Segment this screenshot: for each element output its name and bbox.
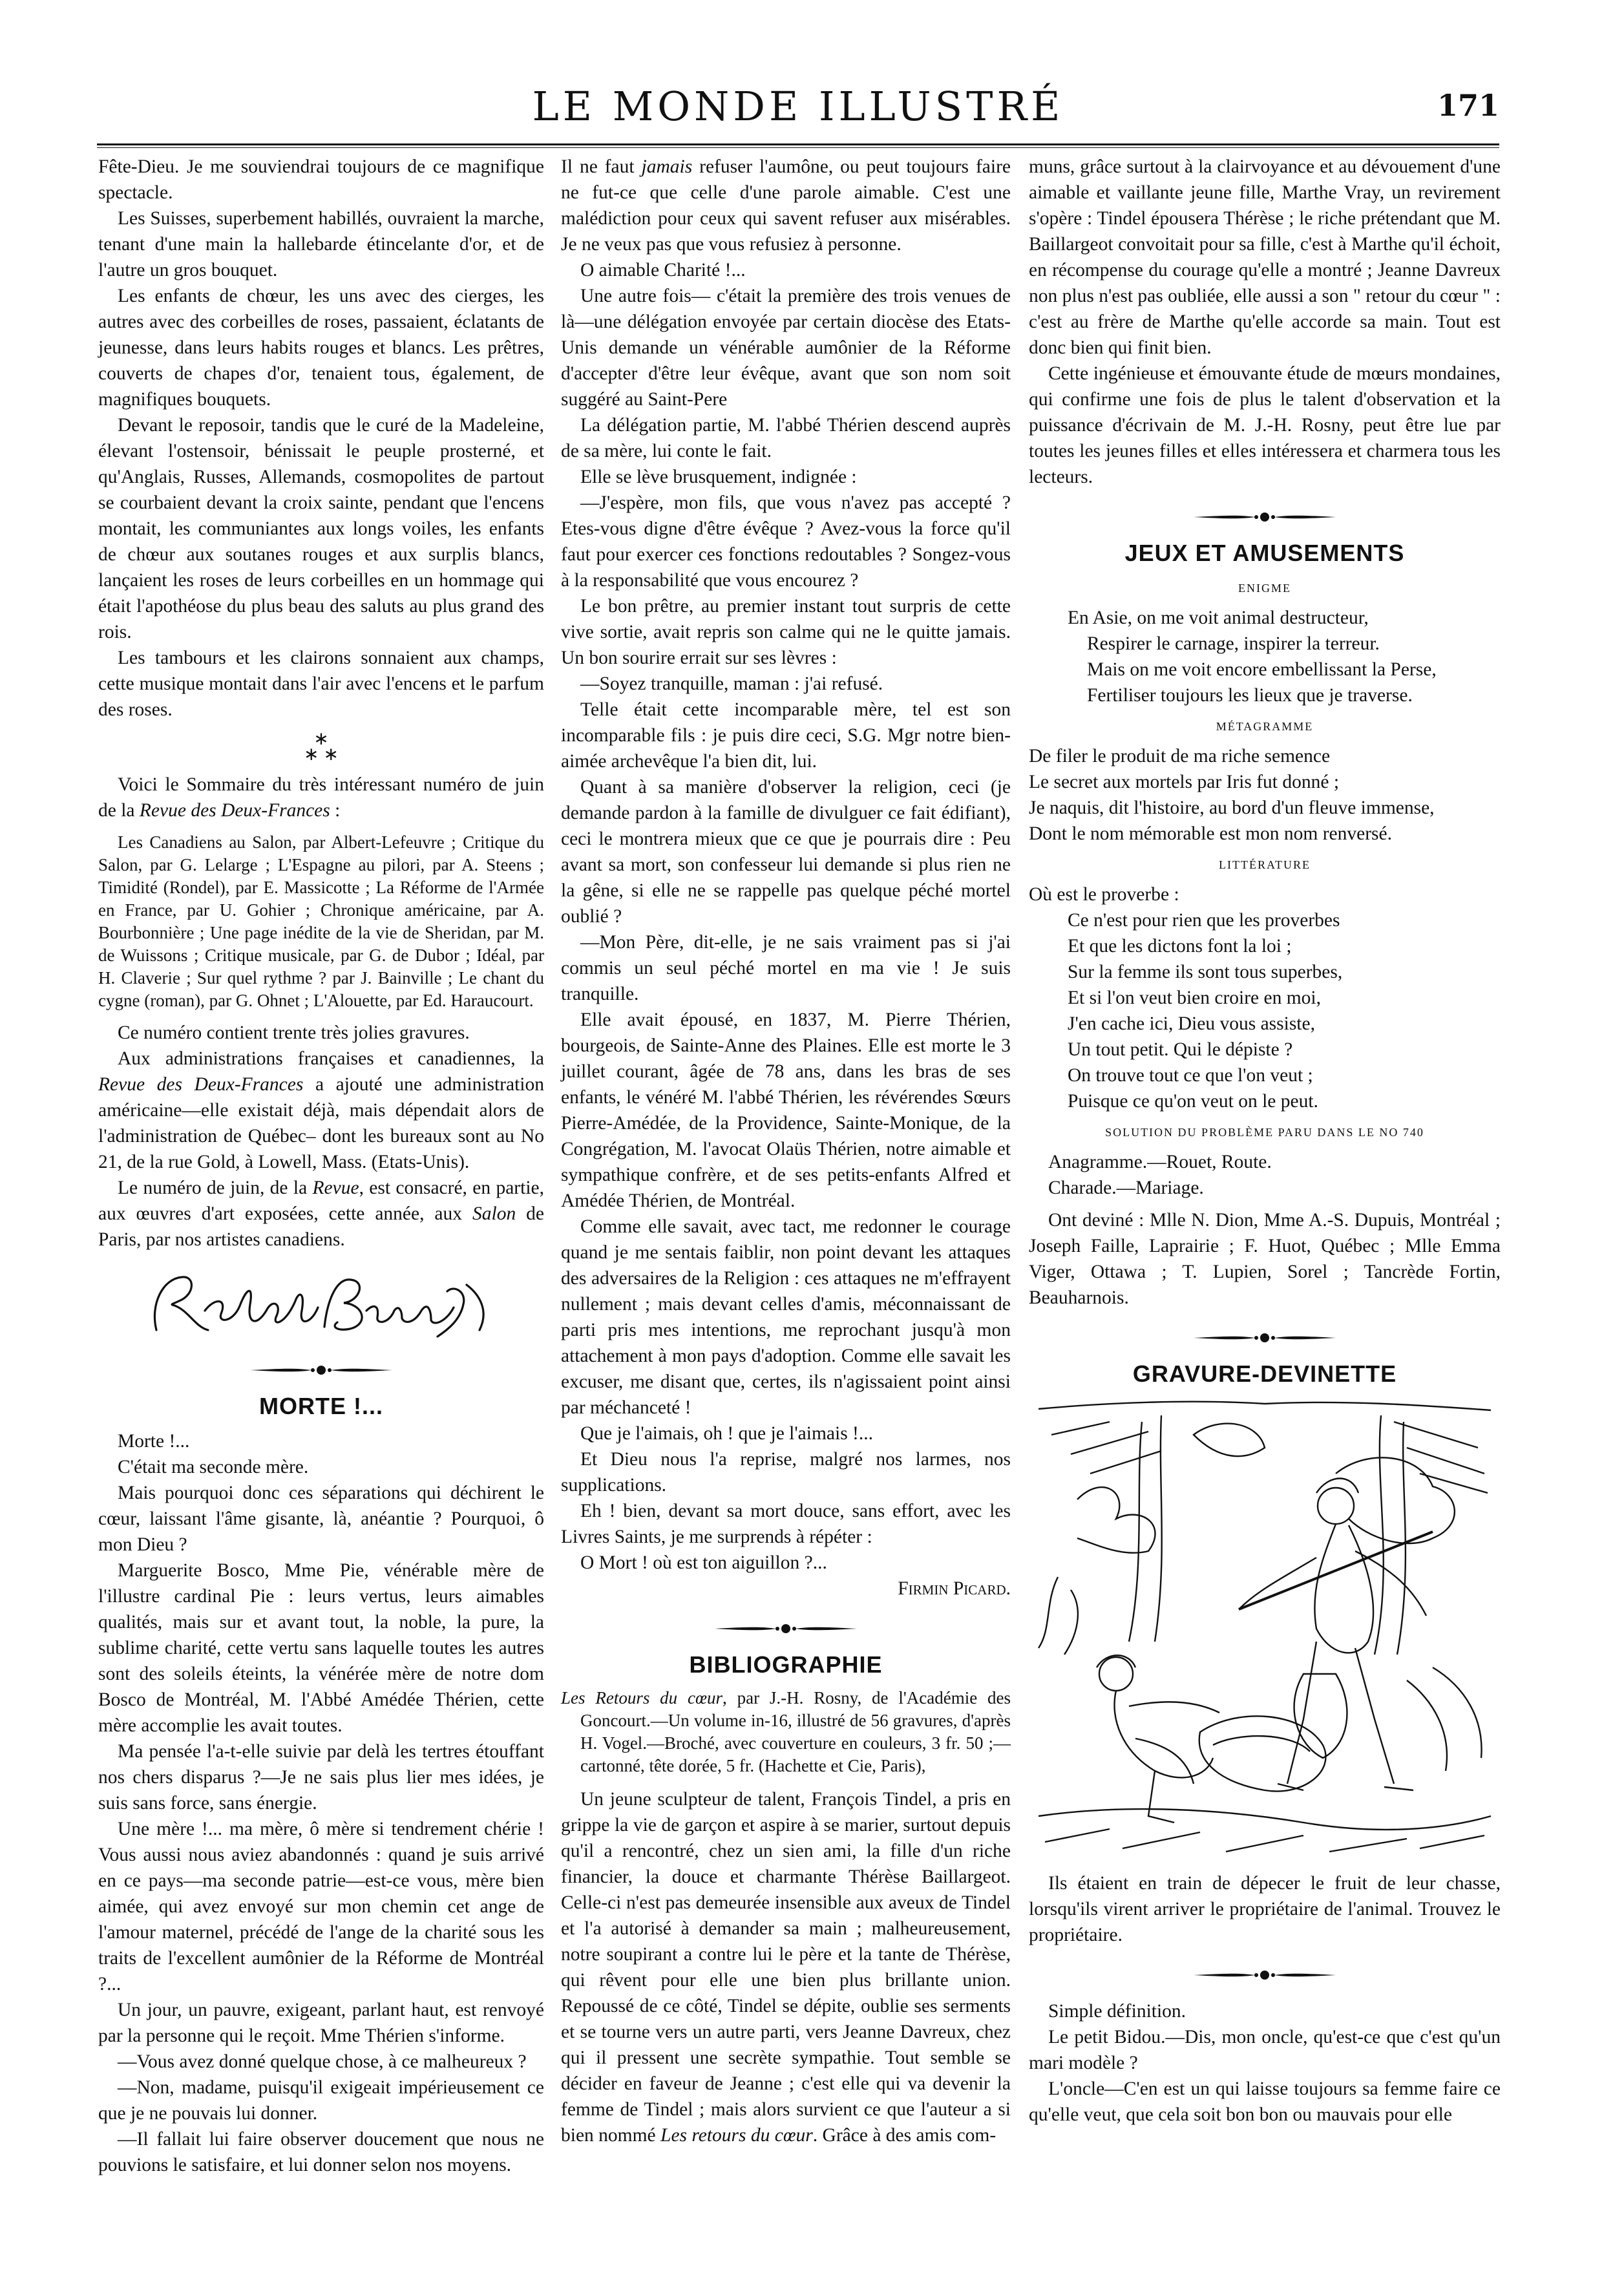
column-2	[561, 154, 1011, 2148]
paragraph: Elle avait épousé, en 1837, M. Pierre Thérien, bourgeois, de Sainte-Anne des Plaines. Elle est morte le 3 juillet courant, âgée de 78 ans, dans les bras de ses enfants, le vénéré M. l'abbé Thérien, les révérendes Sœurs Pierre-Amédée, de la Providence, Sainte-Monique, de la Congrégation, M. l'avocat Olaüs Thérien, notre aimable et sympathique confrère, et de ses petits-enfants Alfred et Amédée Thérien, de Montréal.	[561, 1010, 1011, 1211]
paragraph: Simple définition.	[1048, 2001, 1186, 2022]
paragraph	[98, 772, 544, 823]
puzzle-engraving-image	[1032, 1396, 1497, 1861]
section-title-jeux: JEUX ET AMUSEMENTS	[1124, 540, 1405, 566]
section-title-gravure: GRAVURE-DEVINETTE	[1132, 1360, 1397, 1387]
paragraph: Mais pourquoi donc ces séparations qui déchirent le cœur, laissant l'âme gisante, là, anéantie ? Pourquoi, ô mon Dieu ?	[98, 1483, 544, 1555]
paragraph: —Il fallait lui faire observer doucement que nous ne pouvions le satisfaire, et lui donner selon nos moyens.	[98, 2129, 544, 2175]
verse-line: Et si l'on veut bien croire en moi,	[1068, 988, 1321, 1008]
paragraph: Elle se lève brusquement, indignée :	[580, 467, 857, 487]
verse-line: Et que les dictons font la loi ;	[1068, 936, 1292, 957]
paragraph: Telle était cette incomparable mère, tel est son incomparable fils : je puis dire ceci, S.G. Mgr notre bien-aimée archevêque l'a bien dit, lui.	[561, 699, 1011, 772]
section-title-morte: MORTE !...	[259, 1393, 383, 1419]
paragraph	[98, 1046, 544, 1175]
verse-intro: Où est le proverbe :	[1029, 884, 1179, 905]
text-run: de Paris, par nos artistes canadiens.	[98, 1203, 545, 1250]
column-1	[98, 154, 544, 2178]
sommaire-list: Les Canadiens au Salon, par Albert-Lefeuvre ; Critique du Salon, par G. Lelarge ; L'Espagne au pilori, par A. Steens ; Timidité (Rondel), par E. Massicotte ; La Réforme de l'Armée en France, par U. Gohier ; Chronique américaine, par A. Bourbonnière ; Une page inédite de la vie de Sheridan, par M. de Wuissons ; Critique musicale, par G. de Dubor ; Idéal, par H. Claverie ; Sur quel rythme ? par J. Bainville ; Le chant du cygne (roman), par G. Ohnet ; L'Alouette, par Ed. Haraucourt.	[98, 832, 544, 1010]
section-ornament	[1194, 1330, 1336, 1346]
text-run: Il ne faut	[561, 156, 642, 177]
paragraph: —Vous avez donné quelque chose, à ce malheureux ?	[118, 2051, 527, 2072]
text-run: Les Retours du cœur	[561, 1688, 722, 1708]
verse-line: De filer le produit de ma riche semence	[1029, 746, 1331, 767]
paragraph: O Mort ! où est ton aiguillon ?...	[580, 1552, 827, 1573]
subsection-label-enigme: ENIGME	[1238, 582, 1291, 595]
paragraph: Et Dieu nous l'a reprise, malgré nos larmes, nos supplications.	[561, 1449, 1011, 1496]
text-run: Aux administrations françaises et canadiennes, la	[118, 1048, 544, 1069]
paragraph: muns, grâce surtout à la clairvoyance et au dévouement d'une aimable et vaillante jeune fille, Marthe Vray, un revirement s'opère : Tindel épousera Thérèse ; le riche prétendant que M. Baillargeot convoitait pour sa fille, c'est à Marthe qu'il échoit, en récompense du courage qu'elle a montré ; Jeanne Davreux non plus n'est pas oubliée, elle aussi a son " retour du cœur " : c'est au frère de Marthe qu'elle accorde sa main. Tout est donc bien qui finit bien.	[1029, 156, 1501, 358]
paragraph	[561, 154, 1011, 257]
paragraph: —Soyez tranquille, maman : j'ai refusé.	[580, 673, 883, 694]
paragraph: La délégation partie, M. l'abbé Thérien descend auprès de sa mère, lui conte le fait.	[561, 415, 1011, 461]
verse-line: Respirer le carnage, inspirer la terreur.	[1087, 633, 1380, 654]
text-run: , par J.-H. Rosny, de l'Académie des Goncourt.—Un volume in-16, illustré de 56 gravures, d'après H. Vogel.—Broché, avec couverture en couleurs, 3 fr. 50 ;—cartonné, tête dorée, 5 fr. (Hachette et Cie, Paris),	[580, 1688, 1011, 1775]
paragraph: Le bon prêtre, au premier instant tout surpris de cette vive sortie, avait repris son calme qui ne le quitte jamais. Un bon sourire errait sur ses lèvres :	[561, 596, 1011, 668]
paragraph: Charade.—Mariage.	[1048, 1178, 1204, 1198]
text-run: Revue des Deux-Frances	[139, 800, 330, 821]
section-ornament	[1194, 1967, 1336, 1983]
verse-line: Puisque ce qu'on veut on le peut.	[1068, 1091, 1318, 1112]
verse-line: En Asie, on me voit animal destructeur,	[1068, 608, 1369, 628]
column-3	[1029, 154, 1501, 2128]
text-run: a ajouté une administration américaine—elle existait déjà, mais dépendait alors de l'administration de Québec– dont les bureaux sont au No 21, de la rue Gold, à Lowell, Mass. (Etats-Unis).	[98, 1074, 544, 1172]
paragraph: Comme elle savait, avec tact, me redonner le courage quand je me sentais faiblir, non point devant les attaques des adversaires de la Religion : ces attaques ne m'effrayent nullement ; mais devant celles d'amis, méconnaissant de parti pris mes intentions, me reprochant jusqu'à mon attachement à mon pays d'adoption. Comme elle savait les excuser, me disant que, certes, ils n'agissaient point ainsi par méchanceté !	[561, 1216, 1011, 1418]
text-run: . Grâce à des amis com-	[812, 2125, 997, 2146]
paragraph: Les enfants de chœur, les uns avec des cierges, les autres avec des corbeilles de roses, passaient, éclatants de jeunesse, dans leurs habits rouges et blancs. Les prêtres, couverts de chapes d'or, tenaient tous, également, de magnifiques bouquets.	[98, 286, 544, 410]
text-run: Le numéro de juin, de la	[118, 1178, 313, 1198]
paragraph: L'oncle—C'en est un qui laisse toujours sa femme faire ce qu'elle veut, que cela soit bon bon ou mauvais pour elle	[1029, 2078, 1501, 2125]
text-run: Revue	[312, 1178, 359, 1198]
paragraph: Le petit Bidou.—Dis, mon oncle, qu'est-ce que c'est qu'un mari modèle ?	[1029, 2027, 1501, 2073]
paragraph: C'était ma seconde mère.	[118, 1457, 309, 1477]
paragraph: Ma pensée l'a-t-elle suivie par delà les tertres étouffant nos chers disparus ?—Je ne sais plus lier mes idées, je suis sans force, sans énergie.	[98, 1741, 544, 1814]
text-run: , est consacré, en partie, aux œuvres d'art exposées, cette année, aux	[98, 1178, 544, 1224]
verse-line: Fertiliser toujours les lieux que je traverse.	[1087, 685, 1413, 706]
masthead-title: LE MONDE ILLUSTRÉ	[532, 83, 1064, 130]
text-run: Un jeune sculpteur de talent, François Tindel, a pris en grippe la vie de garçon et aspire à se marier, surtout depuis qu'il a rencontré, chez un sien ami, la fille d'un riche financier, la douce et charmante Thérèse Baillargeot. Celle-ci n'est pas demeurée insensible aux aveux de Tindel et l'a autorisé à demander sa main ; malheureusement, notre soupirant a contre lui le père et la tante de Thérèse, qui rêvent pour elle une bien plus brillante union. Repoussé de ce côté, Tindel se dépite, oublie ses serments et se tourne vers un autre parti, vers Jeanne Davreux, chez qui il pressent une secrète sympathie. Tout semble se décider en faveur de Jeanne ; c'est elle qui va devenir la femme de Tindel ; mais alors survient ce que l'auteur a si bien nommé	[561, 1789, 1011, 2146]
subsection-label-litterature: LITTÉRATURE	[1219, 858, 1311, 871]
verse-line: Le secret aux mortels par Iris fut donné ;	[1029, 772, 1340, 792]
paragraph: Une mère !... ma mère, ô mère si tendrement chérie ! Vous aussi nous aviez abandonnés : quand je suis arrivé en ce pays—ma seconde patrie—est-ce vous, mère bien aimée, qui avez envoyé sur mon chemin cet ange de l'amour maternel, précédé de l'ange de la charité sous les traits de l'excellent aumônier de la Réforme de Montréal ?...	[98, 1819, 544, 1994]
paragraph: Cette ingénieuse et émouvante étude de mœurs mondaines, qui confirme une fois de plus le talent d'observation et la puissance d'écrivain de M. J.-H. Rosny, peut être lue par toutes les jeunes filles et elles intéressera et charmera tous les lecteurs.	[1029, 363, 1501, 487]
verse-line: J'en cache ici, Dieu vous assiste,	[1068, 1013, 1315, 1034]
paragraph: Devant le reposoir, tandis que le curé de la Madeleine, élevant l'ostensoir, bénissait le peuple prosterné, et qu'Anglais, Russes, Allemands, cosmopolites de partout se courbaient devant la croix sainte, pendant que l'encens montait, les communiantes aux longs voiles, les enfants de chœur aux soutanes rouges et aux surplis blancs, lançaient les roses de leurs corbeilles en un hommage qui était l'apothéose du plus beau des saluts au plus grand des rois.	[98, 415, 544, 642]
paragraph: —Mon Père, dit-elle, je ne sais vraiment pas si j'ai commis un seul péché mortel en ma vie ! Je suis tranquille.	[561, 932, 1011, 1004]
verse-line: Sur la femme ils sont tous superbes,	[1068, 962, 1343, 982]
paragraph	[98, 1175, 544, 1253]
paragraph: Ce numéro contient trente très jolies gravures.	[118, 1022, 470, 1043]
paragraph: Que je l'aimais, oh ! que je l'aimais !...	[580, 1423, 874, 1444]
subsection-label-solution: SOLUTION DU PROBLÈME PARU DANS LE NO 740	[1105, 1126, 1424, 1139]
paragraph: Un jour, un pauvre, exigeant, parlant haut, est renvoyé par la personne qui le reçoit. Mme Thérien s'informe.	[98, 2000, 544, 2046]
text-run: Les retours du cœur	[660, 2125, 813, 2146]
handwritten-signature	[143, 1265, 505, 1343]
text-run: jamais	[641, 156, 693, 177]
paragraph: Une autre fois— c'était la première des trois venues de là—une délégation envoyée par certain diocèse des Etats-Unis demande un vénérable aumônier de la Réforme d'accepter d'être leur évêque, avant que son nom soit suggéré au Saint-Pere	[561, 286, 1011, 410]
paragraph: Eh ! bien, devant sa mort douce, sans effort, avec les Livres Saints, je me surprends à répéter :	[561, 1501, 1011, 1547]
text-run: :	[330, 800, 341, 821]
section-title-bibliographie: BIBLIOGRAPHIE	[689, 1651, 883, 1678]
masthead	[97, 83, 1499, 134]
paragraph: —J'espère, mon fils, que vous n'avez pas accepté ? Etes-vous digne d'être évêque ? Avez-vous la force qu'il faut pour exercer ces fonctions redoutables ? Songez-vous à la responsabilité que vous encourez ?	[561, 492, 1011, 591]
text-run: refuser l'aumône, ou peut toujours faire ne fut-ce que celle d'une parole aimable. C'est une malédiction pour ceux qui savent refuser aux misérables. Je ne veux pas que vous refusiez à personne.	[561, 156, 1011, 255]
page-number: 171	[1437, 88, 1499, 123]
author-signature: Firmin Picard.	[898, 1578, 1011, 1599]
paragraph: Ont deviné : Mlle N. Dion, Mme A.-S. Dupuis, Montréal ; Joseph Faille, Laprairie ; F. Huot, Québec ; Mlle Emma Viger, Ottawa ; T. Lupien, Sorel ; Tancrède Fortin, Beauharnois.	[1029, 1210, 1501, 1308]
verse-line: Un tout petit. Qui le dépiste ?	[1068, 1039, 1293, 1060]
paragraph: —Non, madame, puisqu'il exigeait impérieusement ce que je ne pouvais lui donner.	[98, 2077, 544, 2124]
asterism: ∗ ∗ ∗	[304, 729, 339, 765]
text-run: Revue des Deux-Frances	[98, 1074, 304, 1095]
masthead-rule	[97, 143, 1499, 148]
text-run: Voici le Sommaire du très intéressant numéro de juin de la	[98, 774, 544, 821]
paragraph: Marguerite Bosco, Mme Pie, vénérable mère de l'illustre cardinal Pie : leurs vertus, leurs aimables qualités, mais sur et avant tout, la noble, la pure, la sublime charité, cette vertu sans laquelle toutes les autres sont des soleils éteints, la vénérée mère de notre dom Bosco de Montréal, M. l'Abbé Amédée Thérien, cette mère accomplie les avait toutes.	[98, 1560, 544, 1736]
section-ornament	[1194, 509, 1336, 525]
section-ornament	[250, 1362, 392, 1378]
paragraph: Anagramme.—Rouet, Route.	[1048, 1152, 1272, 1172]
section-ornament	[715, 1621, 857, 1636]
paragraph: Les Suisses, superbement habillés, ouvraient la marche, tenant d'une main la hallebarde étincelante d'or, et de l'autre un gros bouquet.	[98, 208, 544, 280]
paragraph: Morte !...	[118, 1431, 190, 1452]
paragraph: Quant à sa manière d'observer la religion, ceci (je demande pardon à la famille de divulguer ce fait édifiant), ceci le montrera mieux que ce que je pourrais dire : Peu avant sa mort, son confesseur lui demande si plus rien ne la gêne, si elle ne se rappelle pas quelque péché mortel oublié ?	[561, 777, 1011, 927]
verse-line: Dont le nom mémorable est mon nom renversé.	[1029, 823, 1392, 844]
verse-line: Je naquis, dit l'histoire, au bord d'un fleuve immense,	[1029, 798, 1435, 818]
verse-line: On trouve tout ce que l'on veut ;	[1068, 1065, 1313, 1086]
verse-line: Ce n'est pour rien que les proverbes	[1068, 910, 1340, 931]
paragraph	[561, 1786, 1011, 2148]
paragraph: Les tambours et les clairons sonnaient aux champs, cette musique montait dans l'air avec l'encens et le parfum des roses.	[98, 648, 544, 720]
text-run: Salon	[472, 1203, 516, 1224]
engraving-caption: Ils étaient en train de dépecer le fruit de leur chasse, lorsqu'ils virent arriver le propriétaire de l'animal. Trouvez le propriétaire.	[1029, 1873, 1501, 1945]
subsection-label-metagramme: MÉTAGRAMME	[1216, 720, 1314, 733]
paragraph: O aimable Charité !...	[580, 260, 746, 280]
verse-line: Mais on me voit encore embellissant la Perse,	[1087, 659, 1437, 680]
book-entry	[561, 1687, 1011, 1777]
paragraph: Fête-Dieu. Je me souviendrai toujours de ce magnifique spectacle.	[98, 156, 544, 203]
